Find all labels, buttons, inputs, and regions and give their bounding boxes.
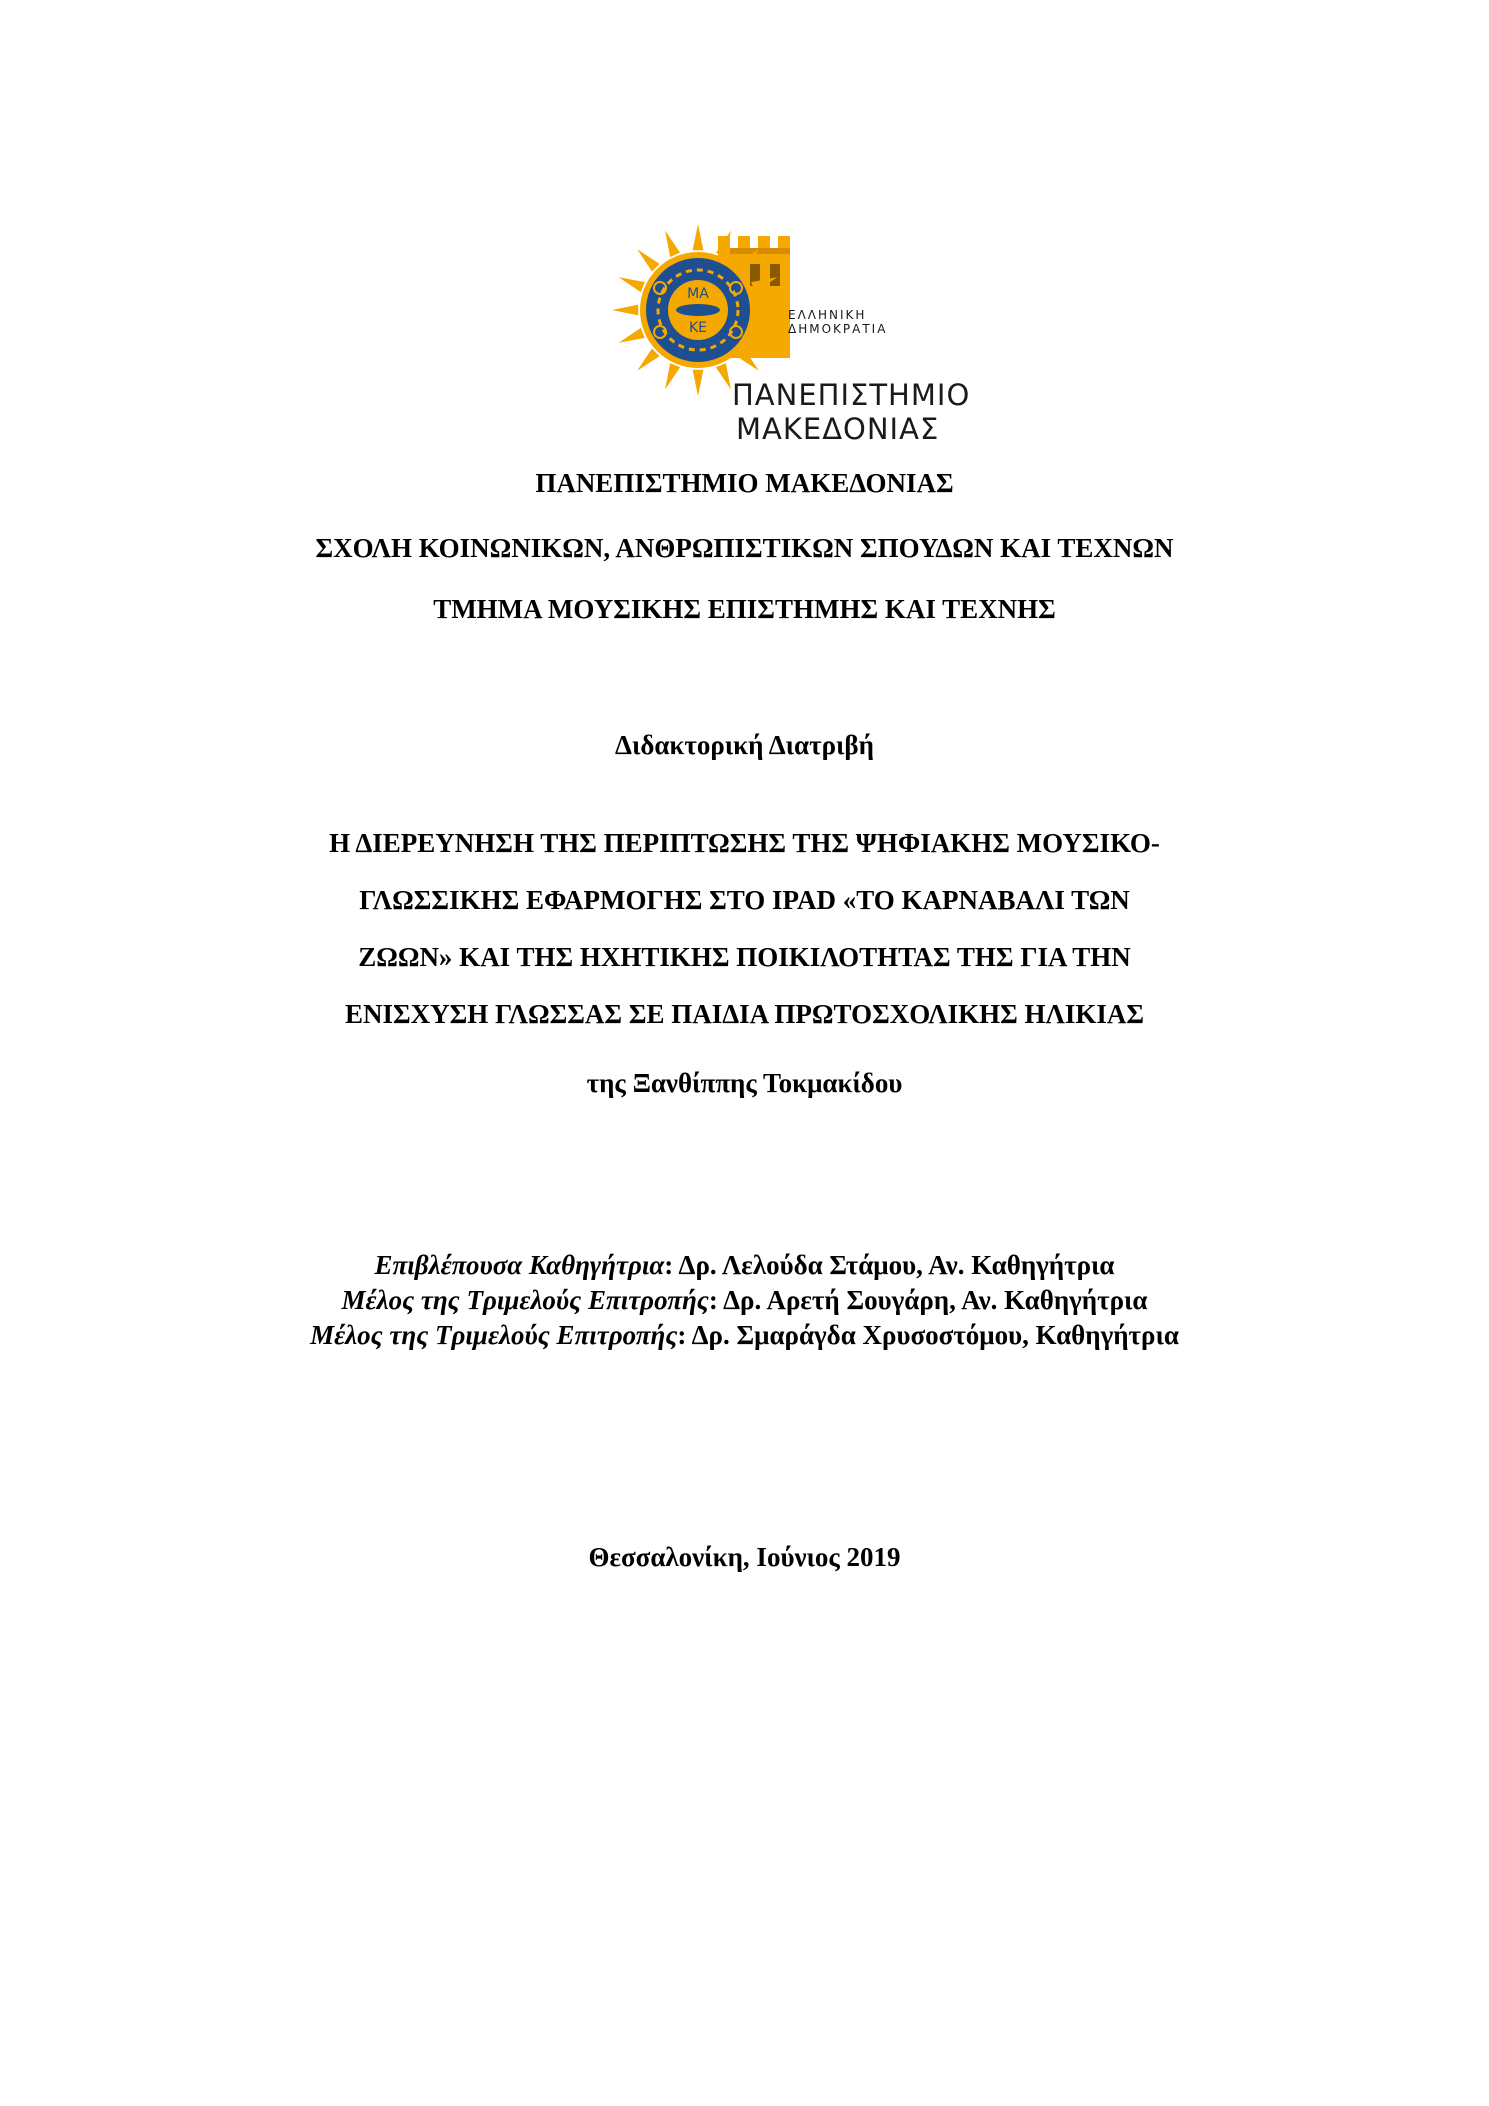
sun-ray [612,305,638,316]
committee-person: : Δρ. Σμαράγδα Χρυσοστόμου, Καθηγήτρια [677,1320,1179,1350]
logo-subtitle [788,308,887,336]
title-line: ΓΛΩΣΣΙΚΗΣ ΕΦΑΡΜΟΓΗΣ ΣΤΟ IPAD «ΤΟ ΚΑΡΝΑΒΑΛΙ ΤΩΝ [359,885,1130,915]
university-logo [600,218,980,448]
logo-sub-line1: ΕΛΛΗΝΙΚΗ [788,308,867,322]
author-name: της Ξανθίππης Τοκμακίδου [586,1068,903,1098]
committee-person: : Δρ. Λελούδα Στάμου, Αν. Καθηγήτρια [664,1250,1115,1280]
logo-sub-line2: ΔΗΜΟΚΡΑΤΙΑ [788,322,888,336]
seal-text-top: ΜΑ [687,286,709,302]
logo-title-line1: ΠΑΝΕΠΙΣΤΗΜΙΟ [732,378,971,412]
sun-ray [637,348,659,370]
title-line: Η ΔΙΕΡΕΥΝΗΣΗ ΤΗΣ ΠΕΡΙΠΤΩΣΗΣ ΤΗΣ ΨΗΦΙΑΚΗΣ ΜΟΥΣΙΚΟ- [329,828,1160,858]
sun-ray [716,363,731,389]
logo-title-line2: ΜΑΚΕΔΟΝΙΑΣ [736,412,940,446]
committee-role: Μέλος της Τριμελούς Επιτροπής [310,1320,678,1350]
school-name: ΣΧΟΛΗ ΚΟΙΝΩΝΙΚΩΝ, ΑΝΘΡΩΠΙΣΤΙΚΩΝ ΣΠΟΥΔΩΝ ΚΑΙ ΤΕΧΝΩΝ [315,533,1174,563]
place-date: Θεσσαλονίκη, Ιούνιος 2019 [588,1542,901,1572]
title-line: ΖΩΩΝ» ΚΑΙ ΤΗΣ ΗΧΗΤΙΚΗΣ ΠΟΙΚΙΛΟΤΗΤΑΣ ΤΗΣ ΓΙΑ ΤΗΝ [358,942,1131,972]
sun-ray [637,249,659,271]
sun-ray [665,363,680,389]
committee-person: : Δρ. Αρετή Σουγάρη, Αν. Καθηγήτρια [708,1285,1148,1315]
seal-text-bottom: ΚΕ [688,320,708,336]
document-type: Διδακτορική Διατριβή [615,730,874,760]
sun-ray [665,231,680,257]
committee-member [0,1283,1489,1317]
committee-role: Επιβλέπουσα Καθηγήτρια [374,1250,665,1280]
sun-ray [619,277,645,292]
seal-icon [640,252,756,368]
committee-member [0,1248,1489,1282]
title-line: ΕΝΙΣΧΥΣΗ ΓΛΩΣΣΑΣ ΣΕ ΠΑΙΔΙΑ ΠΡΩΤΟΣΧΟΛΙΚΗΣ ΗΛΙΚΙΑΣ [344,999,1145,1029]
sun-ray [693,224,704,250]
committee-role: Μέλος της Τριμελούς Επιτροπής [341,1285,709,1315]
committee-member [0,1318,1489,1352]
university-name: ΠΑΝΕΠΙΣΤΗΜΙΟ ΜΑΚΕΔΟΝΙΑΣ [535,468,954,498]
sun-ray [693,370,704,396]
department-name: ΤΜΗΜΑ ΜΟΥΣΙΚΗΣ ΕΠΙΣΤΗΜΗΣ ΚΑΙ ΤΕΧΝΗΣ [433,594,1056,624]
logo-wordmark [732,378,970,446]
sun-ray [619,328,645,343]
